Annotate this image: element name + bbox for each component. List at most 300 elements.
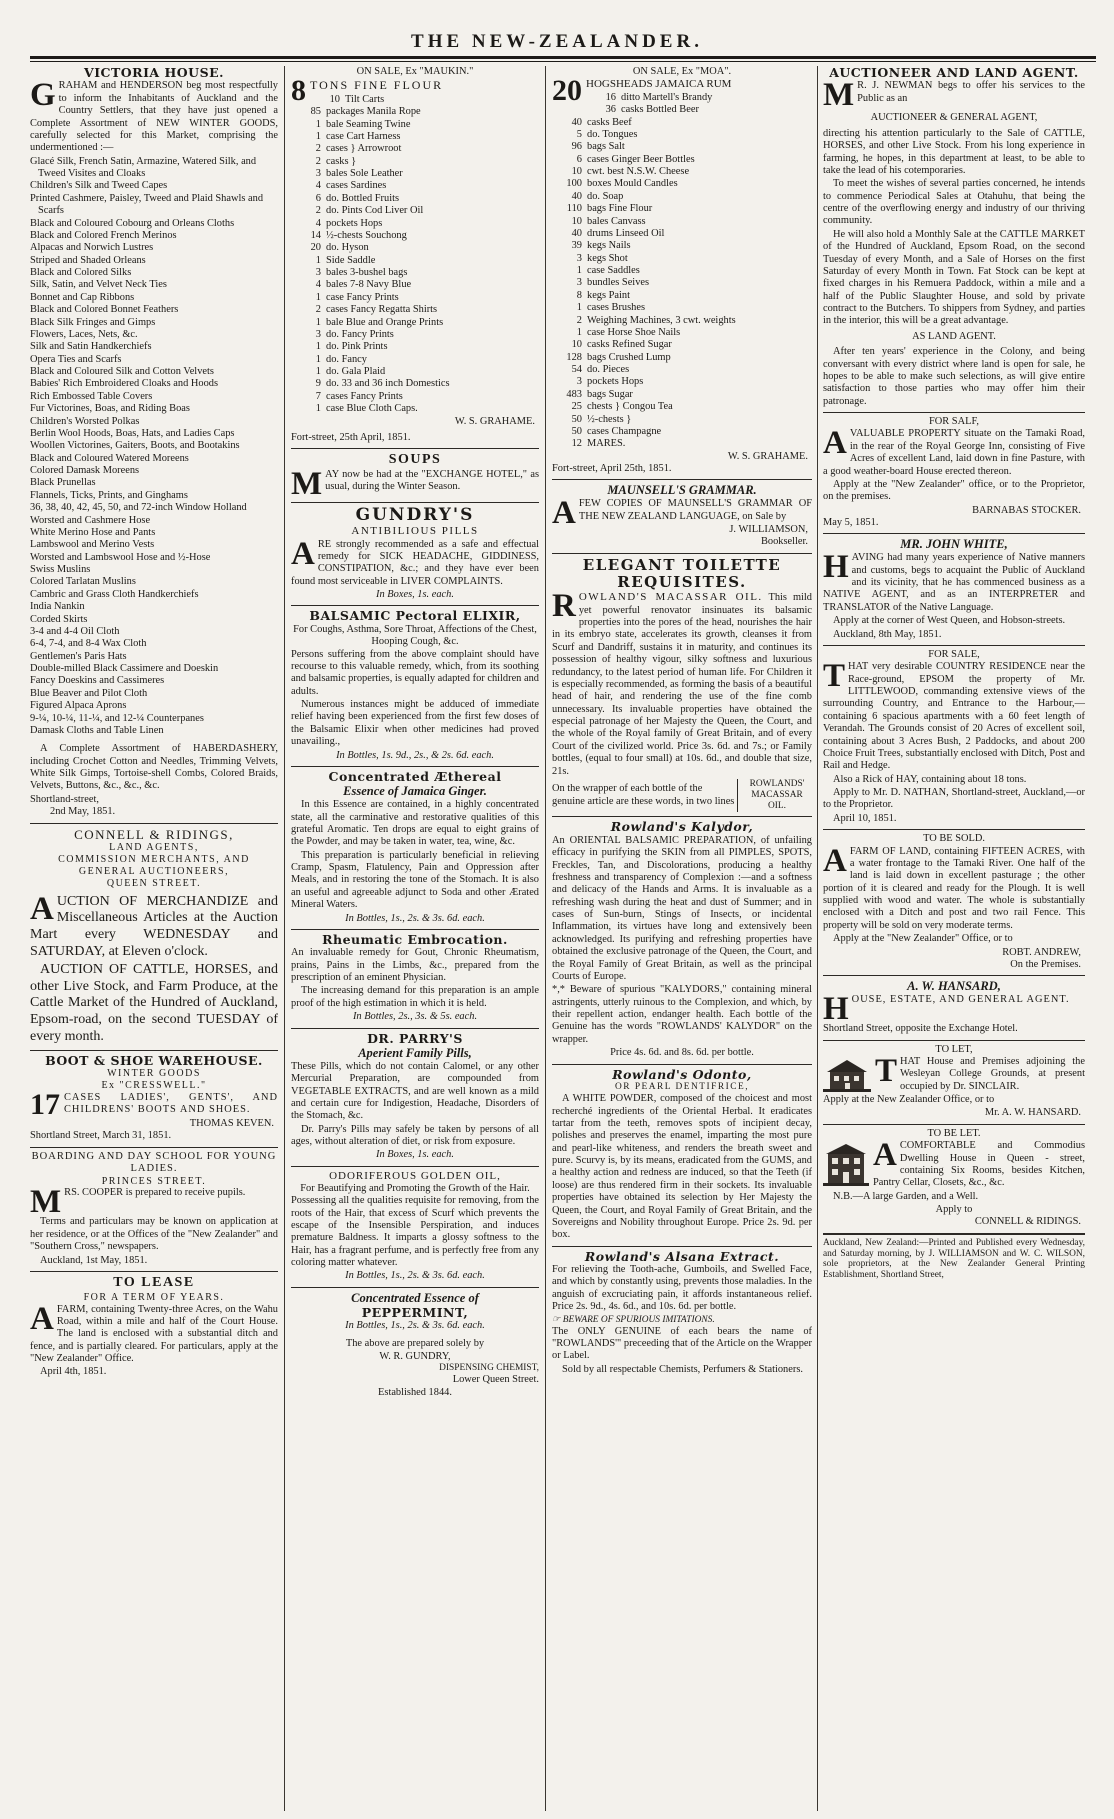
item-quantity: 50 — [571, 413, 582, 425]
advert-text: R. J. NEWMAN begs to offer his services to the Public as an — [857, 80, 1085, 104]
auctioneer-advert — [823, 66, 1085, 408]
divider — [823, 1233, 1085, 1235]
item-description: ½-chests Souchong — [326, 229, 407, 241]
item-description: casks Refined Sugar — [587, 339, 672, 351]
lease-advert — [30, 1275, 278, 1379]
item-description: do. Tongues — [587, 128, 638, 140]
advert-text: An ORIENTAL BALSAMIC PREPARATION, of unfailing efficacy in purifying the SKIN from all PIMPLES, SPOTS, Freckles, Tan, and Discolorations, producing a healthy freshness and transparency of Complexion :—and a softness and delicacy of the Hands and Arms. It is invaluable as a refreshing wash during the heat and dust of Summer; and in cases of Sun-burn, Stings of Insects, or incidental Inflammation, its virtues have long and extensively been acknowledged. Its purifying and refreshing properties have obtained the exclusive patronage of the Queen, the Court, and the Royal Family of Great Britain, as well as the principal Courts of Europe. — [552, 834, 812, 982]
advert-title: BOOT & SHOE WAREHOUSE. — [45, 1052, 263, 1068]
advert-date: April 4th, 1851. — [40, 1366, 107, 1378]
advert-text: *,* Beware of spurious "KALYDORS," containing mineral astringents, utterly ruinous to the Complexion, and which, by their repellent action, endanger health. Each bottle of the Genuine has the words "ROWLANDS' KALYDOR" on the wrapper. — [552, 984, 812, 1045]
advert-subtitle: LAND AGENTS, — [109, 841, 199, 853]
maunsell-grammar-advert — [552, 483, 812, 548]
advert-text: Persons suffering from the above complaint should have recourse to this valuable remedy, which, from its soothing and balsamic properties, is equally adapted for children and adults. — [291, 648, 539, 697]
item-description: bales 7-8 Navy Blue — [326, 279, 412, 291]
list-item — [552, 240, 812, 252]
list-item — [552, 401, 812, 413]
drop-cap: M — [291, 465, 323, 502]
victoria-house-advert — [30, 66, 278, 819]
wrapper-label: ROWLANDS' MACASSAR OIL. — [737, 779, 812, 813]
item-quantity: 100 — [566, 178, 582, 190]
item-description: bags Sugar — [587, 388, 633, 400]
advert-text: FARM OF LAND, containing FIFTEEN ACRES, with a water frontage to the Tamaki River. One half of the land is laid down in excellent pasturage ; the other portion of it is cleared and ready for the Plough. It is well supplied with wood and water. The whole is substantially enclosed with a Ditch and post and two rail Fence. This property will be sold on very moderate terms. — [823, 845, 1085, 931]
list-item: Gentlemen's Paris Hats — [30, 650, 127, 662]
list-item — [552, 352, 812, 364]
advert-text: OUSE, ESTATE, AND GENERAL AGENT. — [851, 994, 1070, 1006]
list-item: Black and Colored Bonnet Feathers — [30, 304, 179, 316]
list-item: Silk, Satin, and Velvet Neck Ties — [30, 279, 167, 291]
item-description: bags Salt — [587, 141, 625, 153]
column-rule — [284, 66, 285, 1811]
advert-subtitle: QUEEN STREET. — [106, 877, 202, 889]
advert-text: This preparation is particularly beneficial in relieving Cramp, Spasm, Flatulency, Pain and Oppression after Meals, and in restoring the tone of the Stomach. It is also an useful and agreeable adjunct to Soda and other Ærated Mineral Waters. — [291, 849, 539, 911]
advert-text: This mild yet powerful renovator insinuates its balsamic properties into the pores of the head, nourishes the hair in its embryo state, accelerates its growth, cleanses it from Scurf and Dandriff, sustains it in maturity, and continues its possession of healthy vigour, silky softness and luxurious redundancy, to the latest period of human life. For Children it is especially recommended, as forming the basis of a beautiful head of hair, and rendering the use of the fine comb unnecessary. Its invaluable properties have obtained the especial patronage of her Majesty the Queen, the Court, and the whole of the Royal family of Great Britain, and of every Court of the civilized world. Price 3s. 6d. and 7s.; or Family bottles, (equal to four small) at 10s. 6d., and double that size, 21s. — [552, 592, 812, 777]
item-quantity: 4 — [315, 279, 321, 291]
list-item: Colored Damask Moreens — [30, 465, 140, 476]
list-item — [552, 253, 812, 265]
item-quantity: 40 — [571, 227, 582, 239]
advert-signature: W. S. GRAHAME. — [454, 415, 535, 427]
item-description: chests } Congou Tea — [587, 401, 673, 413]
list-item — [291, 168, 539, 180]
list-item — [291, 366, 539, 378]
list-item: 9-¼, 10-¼, 11-¼, and 12-¼ Counterpanes — [30, 712, 204, 724]
list-item: Damask Cloths and Table Linen — [30, 724, 164, 736]
list-item: Alpacas and Norwich Lustres — [30, 242, 154, 254]
moa-cargo-advert — [552, 66, 812, 475]
item-quantity: 2 — [315, 304, 321, 316]
list-item — [552, 265, 812, 277]
advert-date: 2nd May, 1851. — [50, 806, 116, 818]
item-description: do. Hyson — [326, 242, 369, 254]
item-description: bales 3-bushel bags — [326, 267, 408, 278]
item-quantity: 1 — [315, 118, 321, 130]
item-quantity: 4 — [315, 217, 321, 229]
advert-text: A WHITE POWDER, composed of the choicest and most recherché ingredients of the Oriental Herbal. It eradicates tartar from the teeth, removes spots of incipient decay, polishes and preserves the enamel, imparting the most pure and pearl-like whiteness, and renders the breath sweet and pure. Scurvy is, by its means, eradicated from the GUMS, and a healthy action and redness are induced, so that the Teeth (if loose) are thus rendered firm in their sockets. Its invaluable properties have obtained its selection by Her Majesty the Queen, the Court, and Royal Family of Great Britain, and the Sovereigns and Nobility throughout Europe. Price 2s. 9d. per box. — [552, 1093, 812, 1241]
divider — [823, 533, 1085, 534]
item-description: do. Bottled Fruits — [326, 192, 400, 204]
advert-title: GUNDRY'S — [355, 504, 475, 525]
column-2 — [291, 66, 539, 1806]
list-item — [291, 317, 539, 329]
item-quantity: 10 — [329, 93, 340, 105]
advert-subtitle: FOR A TERM OF YEARS. — [83, 1291, 225, 1303]
advert-date: Auckland, 8th May, 1851. — [833, 628, 942, 640]
list-item — [291, 267, 539, 279]
item-quantity: 1 — [315, 291, 321, 303]
item-description: casks Bottled Beer — [621, 104, 699, 116]
boot-shoe-advert — [30, 1054, 278, 1143]
advert-text: RE strongly recommended as a safe and effectual remedy for SICK HEADACHE, GIDDINESS, CONSTIPATION, &c.; and they have ever been found most serviceable in LIVER COMPLAINTS. — [291, 538, 539, 587]
divider — [552, 1064, 812, 1065]
advert-title: Rowland's Kalydor, — [610, 819, 754, 835]
cargo-list — [552, 92, 812, 451]
item-quantity: 5 — [576, 128, 582, 140]
balsamic-elixir-advert — [291, 609, 539, 762]
list-item — [291, 156, 539, 168]
item-description: case Fancy Prints — [326, 291, 399, 303]
advert-text: UCTION OF MERCHANDIZE and Miscellaneous Articles at the Auction Mart every WEDNESDAY and SATURDAY, at Eleven o'clock. — [30, 893, 278, 959]
item-quantity: 10 — [571, 339, 582, 351]
item-quantity: 20 — [310, 242, 321, 254]
item-description: bales Sole Leather — [326, 168, 403, 179]
advert-title: CONNELL & RIDINGS, — [74, 826, 234, 842]
advert-title: FOR SALE, — [928, 648, 980, 660]
advert-signature: J. WILLIAMSON, — [729, 524, 808, 535]
list-item — [552, 228, 812, 240]
item-description: cases Ginger Beer Bottles — [587, 153, 695, 165]
item-quantity: 1 — [315, 403, 321, 415]
list-item: Glacé Silk, French Satin, Armazine, Watered Silk, and Tweed Visites and Cloaks — [30, 155, 257, 179]
list-item: Corded Skirts — [30, 613, 88, 625]
advert-price: In Boxes, 1s. each. — [376, 1149, 454, 1161]
item-description: Side Saddle — [326, 254, 376, 266]
alsana-advert — [552, 1250, 812, 1377]
advert-title: TO BE LET. — [927, 1127, 981, 1139]
list-item — [552, 191, 812, 203]
soups-advert — [291, 452, 539, 502]
advert-established: Established 1844. — [378, 1386, 452, 1398]
list-item — [291, 391, 539, 403]
divider — [30, 1147, 278, 1148]
advert-role: AUCTIONEER & GENERAL AGENT, — [870, 112, 1038, 124]
list-item — [552, 339, 812, 351]
advert-text: Apply to — [935, 1204, 973, 1215]
advert-title: Rowland's Alsana Extract. — [584, 1248, 780, 1264]
advert-text: On the wrapper of each bottle of the genuine article are these words, in two lines — [552, 783, 735, 807]
list-item: Bonnet and Cap Ribbons — [30, 291, 135, 303]
list-item: Black and Colored Silks — [30, 267, 132, 278]
divider — [30, 1271, 278, 1272]
item-quantity: 14 — [310, 229, 321, 241]
advert-text: HAT House and Premises adjoining the Wesleyan College Grounds, at present occupied by Dr. SINCLAIR. — [900, 1055, 1085, 1092]
list-item — [552, 166, 812, 178]
advert-text: He will also hold a Monthly Sale at the CATTLE MARKET of the Hundred of Auckland, Epsom Road, on the second Tuesday of every Month, and a Sale of Horses on the first Saturday of every Month in Town. Fat Stock can be kept at fixed charges in his Remuera Paddock, within a mile and a half of the Public Slaughter House, and sold by private contract to the Butchers. To shippers from Sydney, and parties in the interior, this will be a great advantage. — [823, 228, 1085, 327]
list-item: Children's Worsted Polkas — [30, 415, 140, 427]
advert-signature-place: On the Premises. — [1010, 958, 1081, 970]
quantity-number: 20 — [552, 74, 582, 108]
advert-subtitle: For Coughs, Asthma, Sore Throat, Affections of the Chest, Hooping Cough, &c. — [293, 623, 537, 648]
advert-title: Concentrated Essence of — [351, 1290, 479, 1305]
item-quantity: 1 — [315, 130, 321, 142]
item-quantity: 96 — [571, 141, 582, 153]
odonto-advert — [552, 1068, 812, 1242]
item-description: case Saddles — [587, 265, 640, 276]
list-item — [552, 117, 812, 129]
item-quantity: 9 — [315, 378, 321, 390]
advert-signature: W. R. GUNDRY, — [379, 1350, 451, 1362]
advert-subtitle: OR PEARL DENTIFRICE, — [614, 1081, 750, 1092]
advert-headline: HOGSHEADS JAMAICA RUM — [586, 78, 732, 91]
list-item — [552, 315, 812, 327]
list-item — [552, 290, 812, 302]
list-item — [552, 277, 812, 289]
item-quantity: 12 — [571, 438, 582, 450]
drop-cap: G — [30, 77, 56, 114]
item-description: do. Pink Prints — [326, 341, 388, 353]
list-item — [552, 376, 812, 388]
divider — [291, 929, 539, 930]
advert-text: Numerous instances might be adduced of immediate relief having been experienced from the first few doses of the Balsamic Elixir when other medicines had proved unavailing., — [291, 699, 539, 748]
item-description: case Horse Shoe Nails — [587, 326, 681, 338]
drop-cap: A — [823, 425, 847, 462]
item-quantity: 1 — [315, 341, 321, 353]
advert-subtitle: Ex "CRESSWELL." — [101, 1079, 207, 1091]
item-quantity: 1 — [576, 326, 582, 338]
item-description: ½-chests } — [587, 413, 632, 425]
item-quantity: 3 — [576, 277, 582, 289]
advert-subtitle: GENERAL AUCTIONEERS, — [78, 865, 230, 877]
advert-text: directing his attention particularly to the Sale of CATTLE, HORSES, and other Live Stock. From his long experience in farming, he hopes, in this department at least, to be able to take the lead of his cotemporaries. — [823, 127, 1085, 176]
item-quantity: 4 — [315, 180, 321, 192]
list-item: Black and Colored French Merinos — [30, 229, 177, 241]
list-item — [291, 279, 539, 291]
advert-text: VALUABLE PROPERTY situate on the Tamaki Road, in the rear of the Royal George Inn, consisting of Five Acres of excellent Land, laid down in fine Pasture, with a good weather-board House erected thereon. — [823, 428, 1085, 477]
list-item: Black Silk Fringes and Gimps — [30, 316, 156, 328]
advert-signature: BARNABAS STOCKER. — [972, 504, 1081, 516]
divider — [291, 448, 539, 449]
divider — [291, 502, 539, 503]
advert-signature: THOMAS KEVEN. — [189, 1117, 274, 1129]
advert-text: FARM, containing Twenty-three Acres, on the Wahu Road, within a mile and half of the Court House. The land is enclosed with a substantial ditch and fence, and is partially cleared. For particulars, apply at the "New Zealander" Office. — [30, 1303, 278, 1365]
list-item — [291, 106, 539, 118]
warning-text: BEWARE OF SPURIOUS IMITATIONS. — [562, 1314, 715, 1325]
advert-text: To meet the wishes of several parties concerned, he intends to commence Periodical Sales at Otahuhu, that being the centre of the overflowing energy and industry of our thriving community. — [823, 178, 1085, 227]
item-description: ditto Martell's Brandy — [621, 91, 713, 103]
advert-subtitle: AS LAND AGENT. — [912, 330, 996, 342]
advert-price: In Bottles, 2s., 3s. & 5s. each. — [352, 1011, 478, 1023]
list-item: Fancy Doeskins and Cassimeres — [30, 675, 165, 687]
ginger-essence-advert — [291, 770, 539, 925]
advert-title: ELEGANT TOILETTE — [582, 555, 782, 574]
list-item: Babies' Rich Embroidered Cloaks and Hoods — [30, 378, 219, 390]
item-quantity: 40 — [571, 190, 582, 202]
masthead: THE NEW-ZEALANDER. — [411, 31, 703, 52]
item-description: cases Fancy Prints — [326, 390, 403, 402]
divider — [291, 1028, 539, 1029]
advert-price: In Bottles, 1s. 9d., 2s., & 2s. 6d. each. — [336, 749, 494, 761]
item-quantity: 1 — [315, 316, 321, 328]
list-item — [291, 403, 539, 415]
house-icon — [823, 1142, 869, 1186]
list-item: 36, 38, 40, 42, 45, 50, and 72-inch Window Holland — [30, 502, 247, 514]
list-item — [291, 255, 539, 267]
item-quantity: 6 — [576, 153, 582, 165]
list-item: Printed Cashmere, Paisley, Tweed and Plaid Shawls and Scarfs — [30, 192, 264, 217]
item-quantity: 8 — [576, 289, 582, 301]
list-item: Black and Coloured Watered Moreens — [30, 452, 189, 464]
advert-text: Possessing all the qualities requisite for removing, from the roots of the Hair, that excess of Scurf which prevents the escape of the Insensible Perspiration, and induces premature Baldness. It imparts a glossy softness to the Hair, has a fragrant perfume, and is perfectly free from any coloring matter whatever. — [291, 1195, 539, 1269]
list-item: Striped and Shaded Orleans — [30, 254, 146, 266]
list-item — [552, 141, 812, 153]
list-item — [310, 94, 539, 106]
item-quantity: 3 — [315, 328, 321, 340]
advert-place: Shortland-street, — [30, 793, 99, 805]
divider — [823, 1040, 1085, 1041]
item-description: do. Gala Plaid — [326, 366, 386, 377]
advert-title: VICTORIA HOUSE. — [84, 66, 224, 80]
printer-imprint: Auckland, New Zealand:—Printed and Published every Wednesday, and Saturday morning, by J. WILLIAMSON and W. C. WILSON, sole proprietors, at the New Zealander General Printing Establishment, Shortland Street, — [823, 1237, 1085, 1281]
advert-title: A. W. HANSARD, — [907, 979, 1001, 994]
item-description: bags Crushed Lump — [587, 351, 671, 363]
advert-text: After ten years' experience in the Colony, and being conversant with every district where land is open for sale, he hopes to be able to make such selections, as will give entire satisfaction to those parties who may offer him their patronage. — [823, 346, 1085, 407]
drop-cap: M — [30, 1184, 62, 1221]
item-quantity: 39 — [571, 240, 582, 252]
advert-subtitle: ANTIBILIOUS PILLS — [351, 525, 479, 538]
advert-title: Aperient Family Pills, — [358, 1045, 472, 1060]
advert-address: Shortland Street, opposite the Exchange Hotel. — [823, 1023, 1018, 1035]
item-quantity: 3 — [315, 267, 321, 278]
advert-title: PEPPERMINT, — [361, 1304, 469, 1320]
advert-headline: TONS FINE FLOUR — [310, 78, 444, 93]
drop-cap: A — [30, 1300, 54, 1337]
advert-warning — [552, 1315, 812, 1326]
advert-price: In Bottles, 1s., 2s. & 3s. 6d. each. — [345, 1320, 485, 1332]
advert-text: AVING had many years experience of Native manners and customs, begs to acquaint the Public of Auckland and its vicinity, that he has commenced business as a NATIVE AGENT, and as an INTERPRETER and TRANSLATOR of the Native Language. — [823, 552, 1085, 613]
drop-cap: A — [552, 495, 576, 532]
item-description: do. Soap — [587, 190, 624, 202]
drop-cap: A — [823, 842, 847, 879]
advert-text: Apply at the "New Zealander" office, or to the Proprietor, on the premises. — [823, 478, 1085, 503]
item-quantity: 3 — [576, 252, 582, 264]
list-item: Berlin Wool Hoods, Boas, Hats, and Ladies Caps — [30, 427, 235, 439]
advert-title: DR. PARRY'S — [367, 1030, 463, 1046]
item-quantity: 7 — [315, 390, 321, 402]
list-item — [291, 180, 539, 192]
divider — [291, 1166, 539, 1167]
advert-date: Shortland Street, March 31, 1851. — [30, 1130, 172, 1142]
to-let-advert — [823, 1044, 1085, 1120]
item-description: bundles Seives — [587, 277, 650, 289]
item-quantity: 1 — [315, 254, 321, 266]
advert-title: MR. JOHN WHITE, — [900, 537, 1008, 552]
toilette-requisites-advert — [552, 557, 812, 813]
advert-title: ON SALE, Ex "MAUKIN." — [356, 66, 474, 77]
advert-title: MAUNSELL'S GRAMMAR. — [607, 483, 757, 498]
advert-signature: CONNELL & RIDINGS. — [974, 1216, 1081, 1228]
list-item — [586, 92, 812, 104]
list-item: 3-4 and 4-4 Oil Cloth — [30, 625, 120, 637]
advert-text: N.B.—A large Garden, and a Well. — [833, 1190, 979, 1202]
cargo-list — [291, 94, 539, 416]
column-3 — [552, 66, 812, 1806]
to-be-let-advert — [823, 1128, 1085, 1229]
advert-price: Price 4s. 6d. and 8s. 6d. per bottle. — [610, 1047, 754, 1059]
drop-cap: A — [291, 535, 315, 572]
advert-title: ON SALE, Ex "MOA". — [632, 66, 732, 77]
list-item: Rich Embossed Table Covers — [30, 390, 153, 402]
john-white-advert — [823, 537, 1085, 641]
drop-cap: M — [823, 77, 855, 114]
item-description: boxes Mould Candles — [587, 178, 678, 190]
list-item: Flowers, Laces, Nets, &c. — [30, 328, 138, 340]
advert-text: In this Essence are contained, in a highly concentrated state, all the carminative and restorative qualities of this grateful Aromatic. Ten drops are equal to eight grains of the Powder, and may be taken in water, tea, wine, &c. — [291, 799, 539, 848]
advert-date: Auckland, 1st May, 1851. — [40, 1254, 148, 1266]
divider — [291, 766, 539, 767]
quantity-number: 17 — [30, 1087, 60, 1121]
list-item: White Merino Hose and Pants — [30, 526, 156, 538]
advert-title: FOR SALF, — [929, 416, 979, 427]
list-item — [552, 154, 812, 166]
for-sale-property-advert — [823, 416, 1085, 529]
advert-subtitle: WINTER GOODS — [107, 1068, 201, 1080]
item-quantity: 6 — [315, 192, 321, 204]
peppermint-advert — [291, 1291, 539, 1399]
item-description: drums Linseed Oil — [587, 227, 665, 239]
connell-ridings-advert — [30, 827, 278, 1046]
advert-title: Concentrated Æthereal — [328, 768, 502, 784]
item-description: kegs Paint — [587, 289, 631, 301]
item-description: pockets Hops — [326, 217, 383, 229]
list-item: Figured Alpaca Aprons — [30, 700, 127, 712]
advert-text: FEW COPIES OF MAUNSELL'S GRAMMAR OF THE NEW ZEALAND LANGUAGE, on Sale by — [578, 498, 812, 522]
school-advert — [30, 1151, 278, 1267]
advert-closing: A Complete Assortment of HABERDASHERY, including Crochet Cotton and Needles, Trimming Velvets, White Silk Gimps, Tortoise-shell Combs, Colored Braids, Velvets, Buttons, &c., &c., &c. — [30, 743, 278, 792]
item-quantity: 2 — [315, 143, 321, 155]
to-be-sold-advert — [823, 833, 1085, 971]
divider — [823, 412, 1085, 413]
list-item — [552, 414, 812, 426]
advert-title: TO BE SOLD. — [923, 833, 985, 845]
drop-cap: T — [823, 658, 846, 695]
gundry-pills-advert — [291, 506, 539, 602]
advert-title: SOUPS — [388, 452, 442, 468]
divider — [291, 1287, 539, 1288]
list-item — [291, 292, 539, 304]
advert-title: AUCTIONEER AND LAND AGENT. — [829, 66, 1079, 80]
advert-title: TO LET, — [935, 1043, 973, 1055]
list-item — [552, 364, 812, 376]
divider — [823, 829, 1085, 830]
hansard-advert — [823, 979, 1085, 1035]
list-item — [291, 119, 539, 131]
item-quantity: 128 — [566, 351, 582, 363]
list-item: Flannels, Ticks, Prints, and Ginghams — [30, 489, 188, 501]
list-item: Black and Coloured Silk and Cotton Velvets — [30, 366, 214, 377]
advert-text: For relieving the Tooth-ache, Gumboils, and Swelled Face, and which by constantly using, prevents those maladies. In the anguish of excruciating pain, it affords instantaneous relief. Price 2s. 9d., 4s. 6d., and 10s. 6d. per bottle. — [552, 1264, 812, 1313]
list-item: Blue Beaver and Pilot Cloth — [30, 687, 148, 699]
advert-signature-role: Bookseller. — [760, 536, 808, 548]
item-description: cases Brushes — [587, 302, 646, 314]
advert-title: BOARDING AND DAY SCHOOL FOR YOUNG LADIES. — [31, 1150, 277, 1175]
list-item: Fur Victorines, Boas, and Riding Boas — [30, 403, 190, 415]
list-item — [291, 143, 539, 155]
list-item: Colored Tarlatan Muslins — [30, 576, 136, 588]
divider — [823, 645, 1085, 646]
drop-cap: R — [552, 588, 576, 625]
list-item — [586, 104, 812, 116]
goods-list — [30, 156, 278, 738]
item-description: do. Fancy Prints — [326, 328, 394, 340]
item-quantity: 483 — [566, 388, 582, 400]
list-item — [291, 131, 539, 143]
list-item: Children's Silk and Tweed Capes — [30, 180, 168, 192]
item-description: do. Pieces — [587, 364, 630, 375]
advert-signature: Mr. A. W. HANSARD. — [984, 1107, 1081, 1119]
item-description: bale Seaming Twine — [326, 118, 411, 130]
list-item: Swiss Muslins — [30, 564, 91, 575]
list-item: Worsted and Cashmere Hose — [30, 514, 151, 526]
list-item — [291, 230, 539, 242]
advert-title: Rowland's Odonto, — [612, 1066, 752, 1082]
drop-cap: T — [875, 1052, 898, 1089]
list-item — [291, 218, 539, 230]
list-item — [291, 329, 539, 341]
item-description: bags Fine Flour — [587, 203, 653, 215]
advert-title: ODORIFEROUS GOLDEN OIL, — [329, 1169, 501, 1182]
list-item: Opera Ties and Scarfs — [30, 353, 122, 365]
advert-price: In Boxes, 1s. each. — [376, 589, 454, 601]
